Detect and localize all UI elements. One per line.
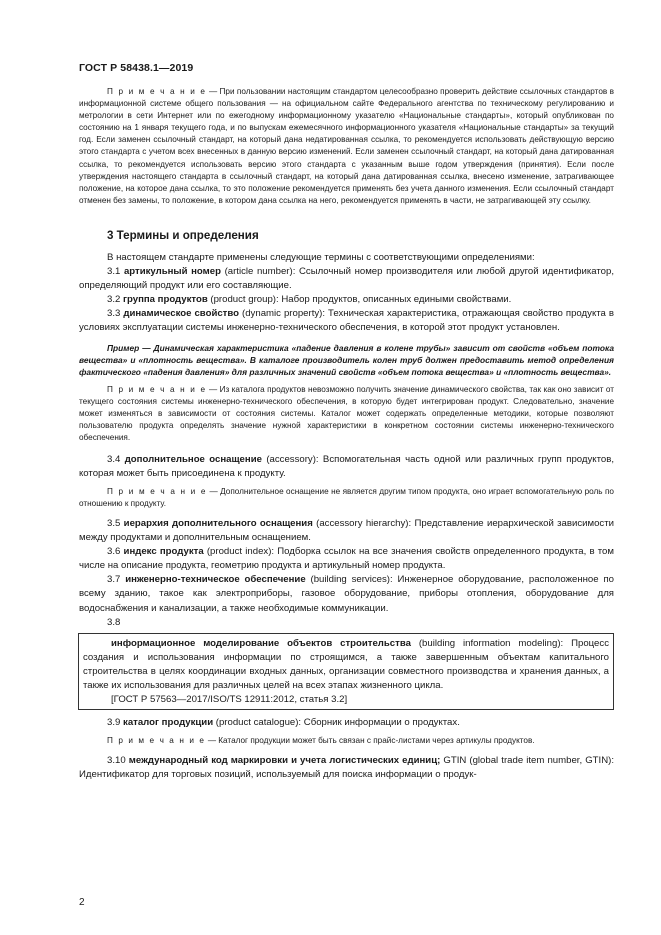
document-header: ГОСТ Р 58438.1—2019 [79,62,194,74]
term-source: [ГОСТ Р 57563—2017/ISO/TS 12911:2012, статья 3.2] [111,694,348,706]
note-label: П р и м е ч а н и е [107,736,206,746]
note-text: — При пользовании настоящим стандартом целесообразно проверить действие ссылочных стандартов в информационной системе общего пользования — на официальном сайте Федерального агентства по техническому регулированию и метрологии в сети Интернет или по ежегодному информационному указателю «Национальные стандарты», который опубликован по состоянию на 1 января текущего года, и по выпускам ежемесячного информационного указателя «Национальные стандарты» за текущий год. Если заменен ссылочный стандарт, на который дана недатированная ссылка, то рекомендуется использовать действующую версию этого стандарта с учетом всех внесенных в данную версию изменений. Если заменен ссылочный стандарт, на который дана датированная ссылка, то рекомендуется использовать версию этого стандарта с указанным выше годом утверждения (принятия). Если после утверждения настоящего стандарта в ссылочный стандарт, на который дана датированная ссылка, внесено изменение, затрагивающее положение, на которое дана ссылка, то это положение рекомендуется применять без учета данного изменения. Если ссылочный стандарт отменен без замены, то положение, в котором дана ссылка на него, рекомендуется применять в части, не затрагивающей эту ссылку. [79,87,614,205]
term-number: 3.4 [107,453,125,465]
note-text: — Каталог продукции может быть связан с прайс-листами через артикулы продуктов. [205,736,535,746]
term-definition: (product index): Подборка ссылок на все значения свойств определенного продукта, в том числе на описание продукта, геометрию продукта и артикульный номер продукта. [79,546,614,572]
term-3-8-box [78,633,614,710]
term-name: каталог продукции [123,717,214,729]
term-definition: (building services): Инженерное оборудование, расположенное по всему зданию, такое как электроприборы, газовое оборудование, приборы отопления, оборудование для водоснабжения и канализации, а также необходимые коммуникации. [79,574,614,614]
term-3-9 [79,716,614,730]
term-number: 3.1 [107,266,124,278]
term-name: дополнительное оснащение [124,453,262,465]
page-content [79,82,614,783]
term-definition: (article number): Ссылочный номер производителя или любой другой идентификатор, определяющий продукт или его составляющие. [79,266,614,292]
note-3-3 [79,384,614,444]
term-3-8 [83,637,609,693]
term-name: индекс продукта [123,546,204,558]
section-title: 3 Термины и определения [107,228,259,242]
term-name: артикульный номер [123,266,221,278]
term-number: 3.6 [107,546,124,558]
term-number: 3.3 [107,308,124,320]
term-3-2 [79,293,614,307]
term-definition: (product group): Набор продуктов, описанных едиными свойствами. [207,294,512,306]
term-3-4 [79,453,614,481]
term-3-10 [79,754,614,782]
note-label: П р и м е ч а н и е [107,486,208,496]
term-definition: (building information modeling): Процесс создания и использования информации по строящимся, а также завершенным объектам капитального строительства в целях координации входных данных, организации совместного производства и хранения данных, а также их использования для различных целей на всех этапах жизненного цикла. [83,637,609,691]
term-definition: (accessory): Вспомогательная часть одной или различных групп продуктов, которая может быть присоединена к продукту. [79,453,614,479]
term-number: 3.10 [107,755,129,767]
section-intro: В настоящем стандарте применены следующие термины с соответствующими определениями: [107,251,535,263]
term-3-6 [79,545,614,573]
term-3-8-number: 3.8 [107,616,121,628]
term-number: 3.5 [107,517,124,529]
term-number: 3.7 [107,574,126,586]
note-label: П р и м е ч а н и е [107,385,207,395]
note-text: — Дополнительное оснащение не является другим типом продукта, оно играет вспомогательную роль по отношению к продукту. [79,486,614,508]
term-definition: (product catalogue): Сборник информации о продуктах. [213,717,460,729]
term-definition: GTIN (global trade item number, GTIN): Идентификатор для торговых позиций, используемый для поиска информации о продук- [79,755,614,781]
page-number: 2 [79,897,85,908]
note-label: П р и м е ч а н и е [107,87,207,96]
note-3-9 [79,735,614,747]
term-3-7 [79,573,614,615]
term-definition: (dynamic property): Техническая характеристика, отражающая свойство продукта в условиях эксплуатации системы инженерно-технического обеспечения, в которой этот продукт установлен. [79,308,614,334]
term-3-5 [79,517,614,545]
term-name: международный код маркировки и учета логистических единиц; [128,755,441,767]
note-3-4 [79,486,614,510]
term-definition: (accessory hierarchy): Представление иерархической зависимости между продуктами и дополнительным оснащением. [79,517,614,544]
note-text: — Из каталога продуктов невозможно получить значение динамического свойства, так как оно зависит от текущего состояния системы инженерно-технического обеспечения, в которую будет интегрирован продукт. Следовательно, значение может изменяться в зависимости от состояния системы. Каталог может содержать определенные методики, которые позволяют пользователю продукта определять значение нужной характеристики в конкретном состоянии системы инженерно-технического обеспечения. [79,385,614,443]
term-name: инженерно-техническое обеспечение [125,574,306,586]
term-name: иерархия дополнительного оснащения [123,517,313,529]
term-name: информационное моделирование объектов строительства [111,637,411,649]
term-name: динамическое свойство [123,308,240,320]
term-number: 3.9 [107,717,124,729]
term-number: 3.2 [107,294,124,306]
term-3-1 [79,265,614,293]
note-intro [79,86,614,207]
term-name: группа продуктов [123,294,208,306]
example-3-3: Пример — Динамическая характеристика «падение давления в колене трубы» зависит от свойств «объем потока вещества» и «плотность вещества». В каталоге производитель колен труб должен предоставить метод определения фактического «падения давления» для различных значений свойств «объем потока вещества» и «плотность вещества». [79,342,614,377]
term-3-3 [79,307,614,335]
